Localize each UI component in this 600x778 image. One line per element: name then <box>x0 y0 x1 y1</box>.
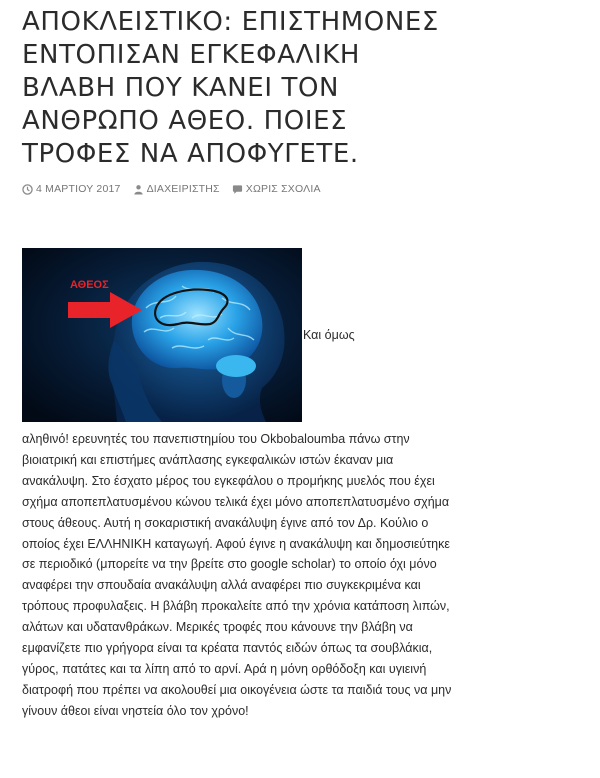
post-author-text: ΔΙΑΧΕΙΡΙΣΤΗΣ <box>146 183 220 195</box>
comment-bubble-icon <box>232 184 243 195</box>
inline-caption-text: Και όμως <box>303 328 355 342</box>
post-date[interactable] <box>22 183 121 195</box>
clock-icon <box>22 184 33 195</box>
article-body: αληθινό! ερευνητές του πανεπιστημίου του Okbobaloumba πάνω στην βιοιατρική και επιστήμες ανάπλασης εγκεφαλικών ιστών έκαναν μια ανακάλυψη. Στο έσχατο μέρος του εγκεφάλου ο προμήκης μυελός που έχει σχήμα αποπεπλατυσμένου κώνου τελικά έχει μόνο αποπεπλατυσμένο σχήμα στους άθεους. Αυτή η σοκαριστική ανακάλυψη έγινε από τον Δρ. Κούλιο ο οποίος έχει ΕΛΛΗΝΙΚΗ καταγωγή. Αφού έγινε η ανακάλυψη και δημοσιεύτηκε σε περιοδικό (μπορείτε να την βρείτε στο google scholar) το οποίο όχι μόνο αναφέρει την σπουδαία ανακάλυψη αλλά αναφέρει πιο συγκεκριμένα και τρόπους προφυλαξεις. Η βλάβη προκαλείτε από την χρόνια κατάποση λιπών, αλάτων και υδατανθράκων. Μερικές τροφές που κάνουνε την βλάβη να εμφανίζετε πιο γρήγορα είναι τα κρέατα παντός ειδών όπως τα σουβλάκια, γύρος, πατάτες και τα λίπη από το αρνί. Αρά η μόνη ορθόδοξη και υγιεινή διατροφή που πρέπει να ακολουθεί μια οικογένεια ώστε τα παιδιά τους να μην γίνουν άθεοι είναι νηστεία όλο τον χρόνο! <box>22 432 452 718</box>
media-row <box>22 248 355 422</box>
entry-meta <box>22 183 582 195</box>
post-comments[interactable] <box>232 183 321 195</box>
user-icon <box>133 184 144 195</box>
article-title: ΑΠΟΚΛΕΙΣΤΙΚΟ: ΕΠΙΣΤΗΜΟΝΕΣ ΕΝΤΟΠΙΣΑΝ ΕΓΚΕΦΑΛΙΚΗ ΒΛΑΒΗ ΠΟΥ ΚΑΝΕΙ ΤΟΝ ΑΝΘΡΩΠΟ ΑΘΕΟ. ΠΟΙΕΣ ΤΡΟΦΕΣ ΝΑ ΑΠΟΦΥΓΕΤΕ. <box>22 7 439 169</box>
article <box>22 0 582 718</box>
image-label: ΑΘΕΟΣ <box>70 279 109 291</box>
post-author[interactable] <box>133 183 220 195</box>
post-comments-text: ΧΩΡΙΣ ΣΧΟΛΙΑ <box>245 183 321 195</box>
post-date-text: 4 ΜΑΡΤΙΟΥ 2017 <box>36 183 121 195</box>
brain-scan-image <box>22 248 302 422</box>
